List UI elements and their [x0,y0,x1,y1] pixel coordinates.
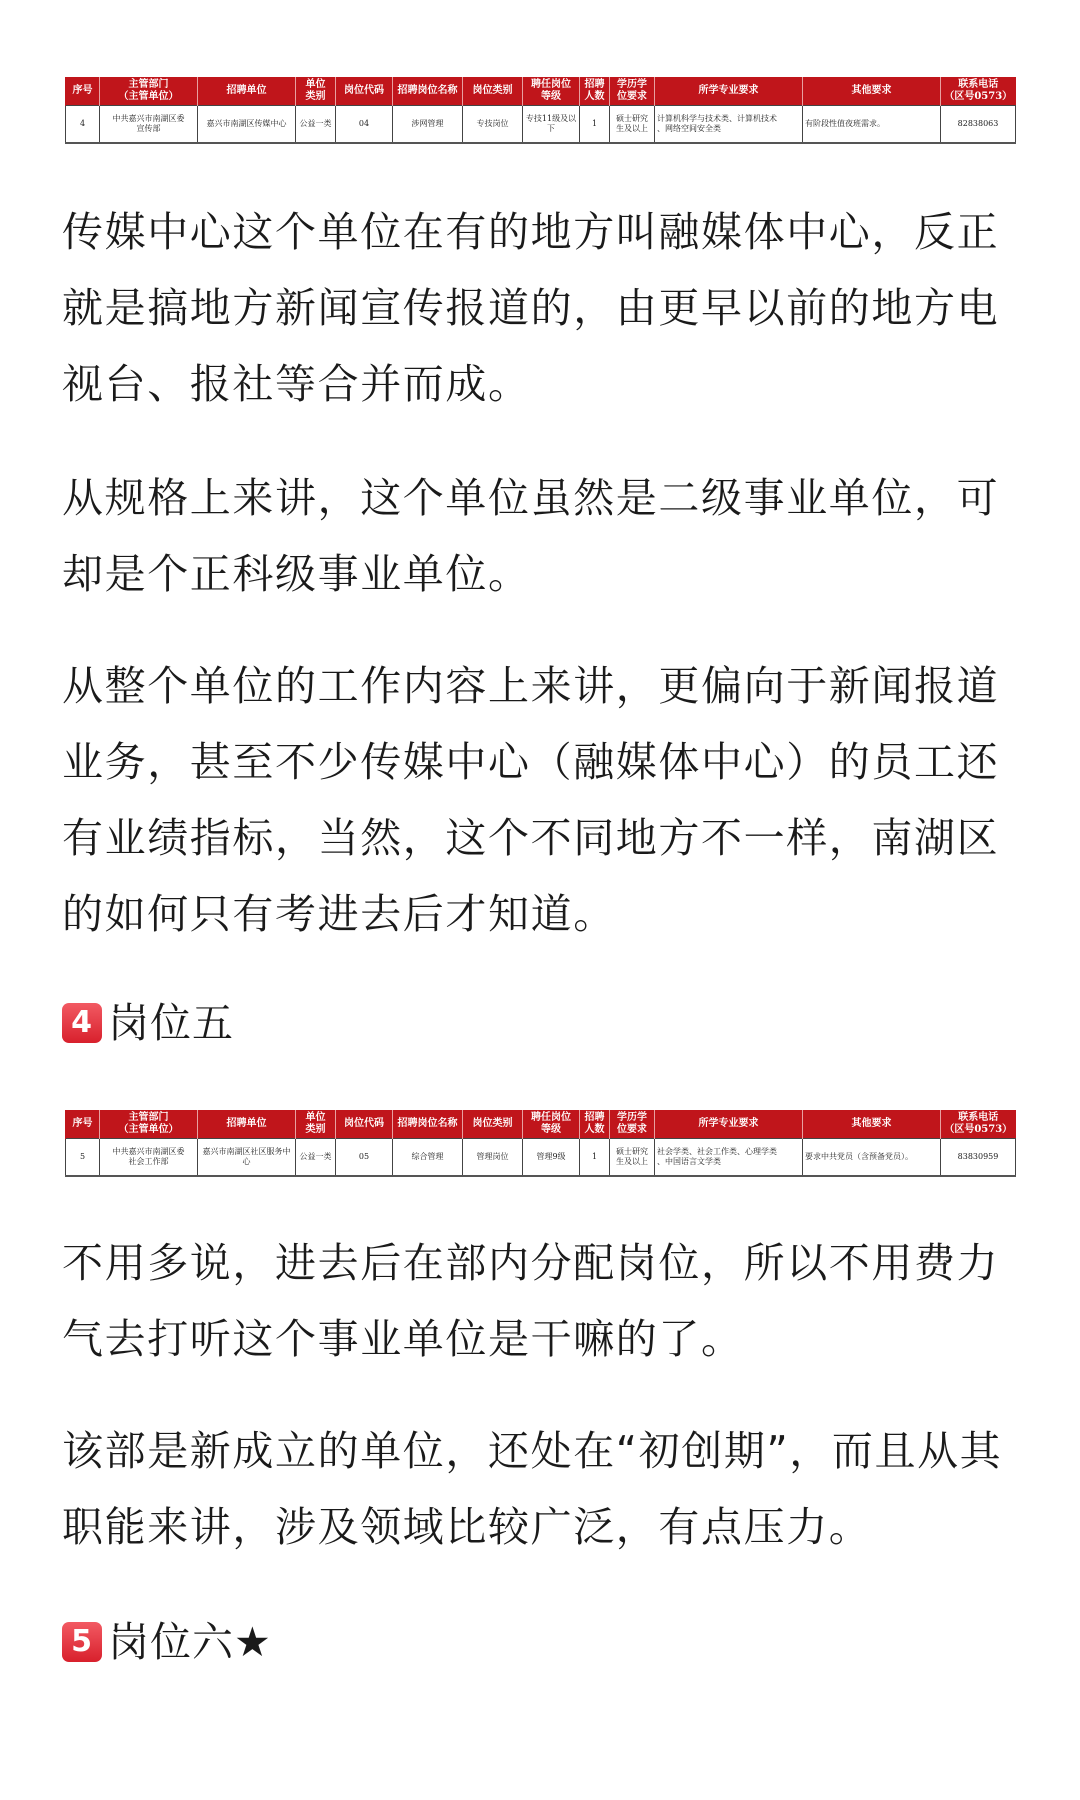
table-cell: 中共嘉兴市南湖区委 社会工作部 [100,1139,198,1177]
table-cell: 中共嘉兴市南湖区委 宣传部 [100,106,198,144]
number-5-icon: 5 [62,1622,102,1662]
header-cell: 招聘 人数 [580,77,610,106]
table-cell: 社会学类、社会工作类、心理学类 、中国语言文学类 [655,1139,803,1177]
table-cell: 嘉兴市南湖区传媒中心 [198,106,296,144]
header-cell: 所学专业要求 [655,77,803,106]
table-cell: 综合管理 [393,1139,463,1177]
table-cell: 管理9级 [523,1139,580,1177]
header-cell: 所学专业要求 [655,1110,803,1139]
table-cell: 涉网管理 [393,106,463,144]
table-row [66,1139,1016,1177]
section-heading-post-five [62,993,234,1053]
section-heading-text: 岗位五 [108,999,234,1047]
paragraph-no-need-to-ask: 不用多说，进去后在部内分配岗位，所以不用费力气去打听这个事业单位是干嘛的了。 [62,1239,1000,1363]
header-cell: 聘任岗位 等级 [523,1110,580,1139]
header-cell: 联系电话 （区号0573） [941,1110,1016,1139]
table-cell: 4 [66,106,100,144]
header-cell: 招聘岗位名称 [393,1110,463,1139]
header-cell: 招聘单位 [198,1110,296,1139]
header-cell: 序号 [66,77,100,106]
header-cell: 单位 类别 [296,1110,336,1139]
header-cell: 主管部门 （主管单位） [100,77,198,106]
number-4-icon: 4 [62,1003,102,1043]
table-cell: 有阶段性值夜班需求。 [803,106,941,144]
header-cell: 招聘单位 [198,77,296,106]
header-cell: 其他要求 [803,77,941,106]
header-cell: 单位 类别 [296,77,336,106]
header-cell: 其他要求 [803,1110,941,1139]
header-cell: 岗位代码 [336,77,393,106]
table-cell: 硕士研究 生及以上 [610,1139,655,1177]
header-cell: 学历学 位要求 [610,1110,655,1139]
table-header-row [66,77,1016,106]
header-cell: 序号 [66,1110,100,1139]
table-cell: 计算机科学与技术类、计算机技术 、网络空间安全类 [655,106,803,144]
header-cell: 招聘岗位名称 [393,77,463,106]
table-cell: 04 [336,106,393,144]
paragraph-work-content: 从整个单位的工作内容上来讲，更偏向于新闻报道业务，甚至不少传媒中心（融媒体中心）的员工还有业绩指标，当然，这个不同地方不一样，南湖区的如何只有考进去后才知道。 [62,662,1000,938]
header-cell: 岗位类别 [463,1110,523,1139]
table-cell: 1 [580,106,610,144]
paragraph-media-center: 传媒中心这个单位在有的地方叫融媒体中心，反正就是搞地方新闻宣传报道的，由更早以前的地方电视台、报社等合并而成。 [62,208,1000,408]
header-cell: 招聘 人数 [580,1110,610,1139]
table-cell: 专技岗位 [463,106,523,144]
paragraph-new-department: 该部是新成立的单位，还处在“初创期”，而且从其职能来讲，涉及领域比较广泛，有点压力。 [62,1427,1003,1551]
header-cell: 聘任岗位 等级 [523,77,580,106]
paragraph-unit-level: 从规格上来讲，这个单位虽然是二级事业单位，可却是个正科级事业单位。 [62,474,1000,598]
header-cell: 岗位类别 [463,77,523,106]
header-cell: 岗位代码 [336,1110,393,1139]
table-row [66,106,1016,144]
table-header-row [66,1110,1016,1139]
table-cell: 硕士研究 生及以上 [610,106,655,144]
header-cell: 主管部门 （主管单位） [100,1110,198,1139]
table-cell: 05 [336,1139,393,1177]
recruitment-table-1 [65,77,1016,144]
table-cell: 82838063 [941,106,1016,144]
table-cell: 嘉兴市南湖区社区服务中 心 [198,1139,296,1177]
table-cell: 1 [580,1139,610,1177]
section-heading-text: 岗位六★ [108,1618,272,1666]
recruitment-table-2 [65,1110,1016,1177]
table-cell: 管理岗位 [463,1139,523,1177]
table-cell: 公益一类 [296,106,336,144]
header-cell: 联系电话 （区号0573） [941,77,1016,106]
table-cell: 公益一类 [296,1139,336,1177]
section-heading-post-six [62,1612,272,1672]
header-cell: 学历学 位要求 [610,77,655,106]
table-cell: 专技11级及以 下 [523,106,580,144]
table-cell: 83830959 [941,1139,1016,1177]
table-cell: 要求中共党员（含预备党员）。 [803,1139,941,1177]
table-cell: 5 [66,1139,100,1177]
